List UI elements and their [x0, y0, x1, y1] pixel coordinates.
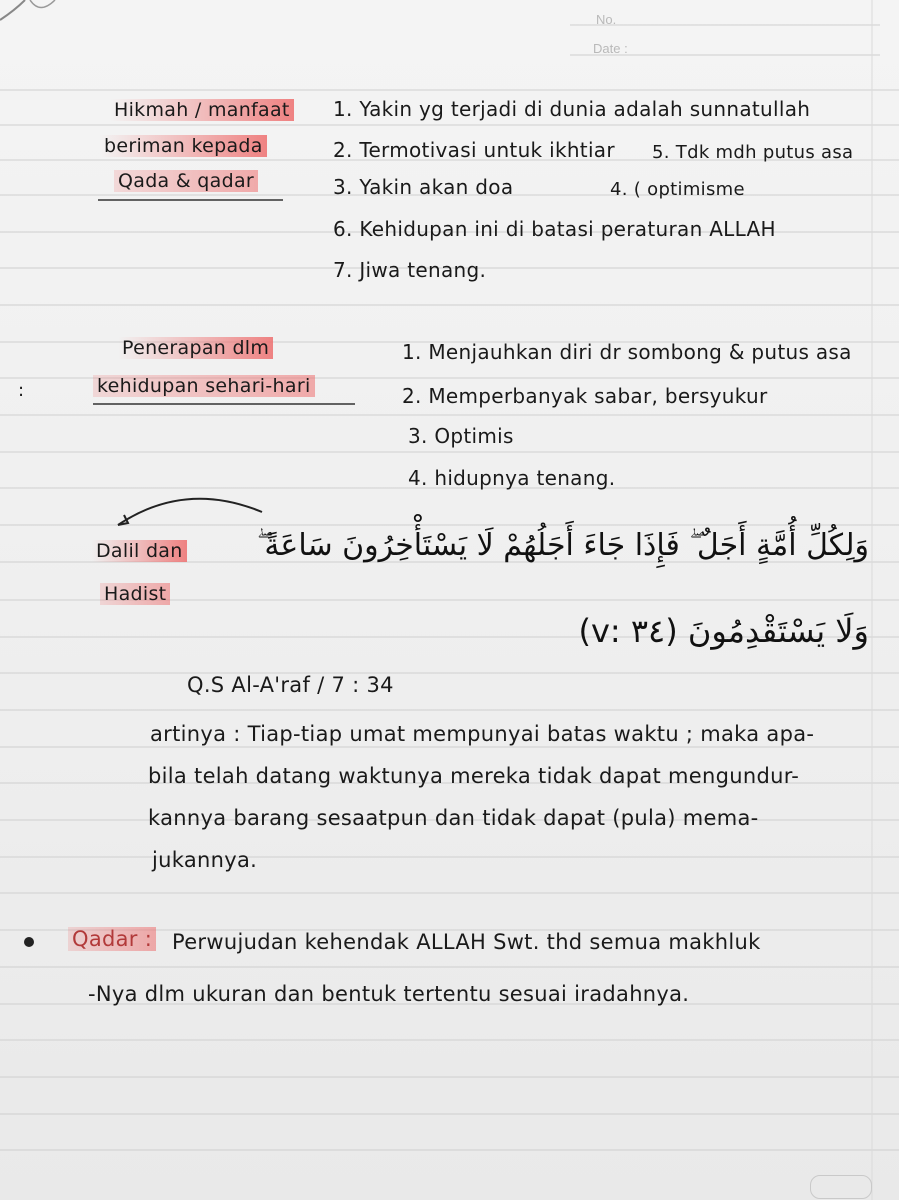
hikmah-item-5: 5. Tdk mdh putus asa: [652, 142, 854, 163]
qadar-term: Qadar :: [68, 927, 156, 951]
arabic-verse-line-2: وَلَا يَسْتَقْدِمُونَ (٣٤ :v): [578, 612, 869, 650]
arabic-verse-line-1: وَلِكُلِّ أُمَّةٍ أَجَلٌ ۖ فَإِذَا جَاءَ أَجَلُهُمْ لَا يَسْتَأْخِرُونَ سَاعَةً ۖ: [256, 528, 869, 563]
penerapan-title-line-2: kehidupan sehari-hari: [93, 375, 315, 397]
penerapan-item-1: 1. Menjauhkan diri dr sombong & putus asa: [402, 340, 852, 364]
hikmah-item-7: 7. Jiwa tenang.: [333, 258, 487, 282]
hikmah-item-4: 4. ( optimisme: [610, 179, 745, 200]
penerapan-item-2: 2. Memperbanyak sabar, bersyukur: [402, 384, 768, 408]
penerapan-title-line-1: Penerapan dlm: [118, 337, 273, 359]
hikmah-title-line-1: Hikmah / manfaat: [110, 99, 294, 121]
penerapan-item-3: 3. Optimis: [408, 424, 514, 448]
header-no-label: No.: [596, 12, 617, 27]
header-date-label: Date :: [593, 41, 628, 56]
hikmah-item-6: 6. Kehidupan ini di batasi peraturan ALLAH: [333, 217, 776, 241]
penerapan-item-4: 4. hidupnya tenang.: [408, 466, 616, 490]
artinya-line-4: jukannya.: [152, 848, 258, 872]
dalil-reference: Q.S Al-A'raf / 7 : 34: [187, 673, 394, 697]
qadar-definition-line-1: Perwujudan kehendak ALLAH Swt. thd semua makhluk: [172, 930, 761, 954]
hikmah-title-line-3: Qada & qadar: [114, 170, 258, 192]
qadar-definition-line-2: -Nya dlm ukuran dan bentuk tertentu sesuai iradahnya.: [88, 982, 690, 1006]
hikmah-item-1: 1. Yakin yg terjadi di dunia adalah sunnatullah: [333, 97, 811, 121]
artinya-line-2: bila telah datang waktunya mereka tidak dapat mengundur-: [148, 764, 800, 788]
dalil-title-line-2: Hadist: [100, 583, 170, 605]
hikmah-item-3: 3. Yakin akan doa: [333, 175, 514, 199]
artinya-line-3: kannya barang sesaatpun dan tidak dapat (pula) mema-: [148, 806, 759, 830]
hikmah-title-line-2: beriman kepada: [100, 135, 267, 157]
brand-logo: [810, 1175, 872, 1199]
margin-colon: :: [18, 380, 25, 401]
artinya-line-1: artinya : Tiap-tiap umat mempunyai batas waktu ; maka apa-: [150, 722, 815, 746]
bullet-dot: [24, 937, 34, 947]
hikmah-item-2: 2. Termotivasi untuk ikhtiar: [333, 138, 615, 162]
dalil-title-line-1: Dalil dan: [92, 540, 187, 562]
